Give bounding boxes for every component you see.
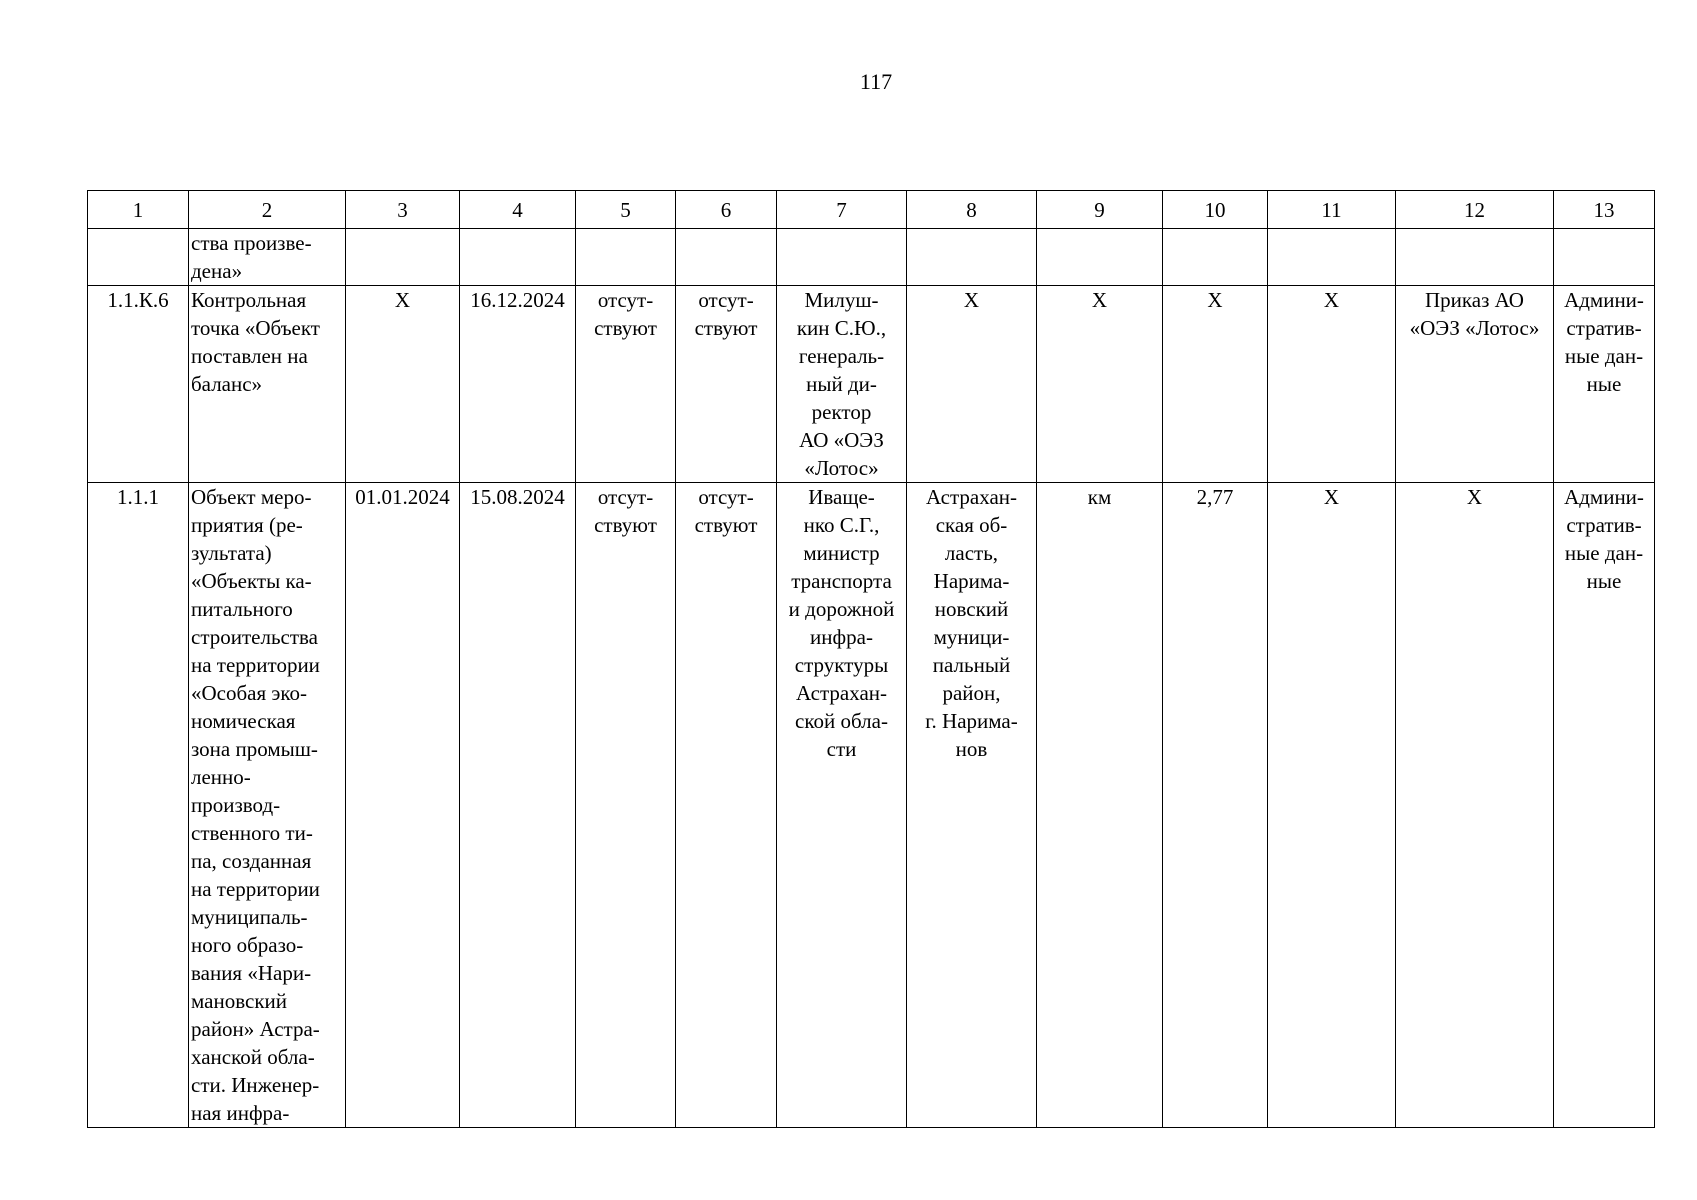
table-cell: 1.1.К.6 (88, 286, 189, 483)
column-header: 11 (1268, 191, 1396, 229)
table-cell (777, 229, 907, 286)
data-table (87, 190, 1655, 1128)
table-cell: Приказ АО «ОЭЗ «Лотос» (1396, 286, 1554, 483)
table-cell (460, 229, 576, 286)
table-cell (1037, 229, 1163, 286)
table-cell (676, 229, 777, 286)
page-number: 117 (859, 69, 893, 94)
column-header: 2 (189, 191, 346, 229)
table-row (88, 483, 1655, 1128)
table-cell (1268, 229, 1396, 286)
table-row (88, 286, 1655, 483)
table-cell: Админи- стратив- ные дан- ные (1554, 483, 1655, 1128)
column-header: 6 (676, 191, 777, 229)
column-header: 9 (1037, 191, 1163, 229)
table-cell: Контрольная точка «Объект поставлен на баланс» (189, 286, 346, 483)
table-cell: 01.01.2024 (346, 483, 460, 1128)
table-cell: Х (346, 286, 460, 483)
table-cell: отсут- ствуют (576, 286, 676, 483)
column-header: 3 (346, 191, 460, 229)
table-cell: отсут- ствуют (576, 483, 676, 1128)
table-cell: Х (1396, 483, 1554, 1128)
column-header: 5 (576, 191, 676, 229)
table-cell (907, 229, 1037, 286)
column-header: 4 (460, 191, 576, 229)
table-row (88, 229, 1655, 286)
table-cell: км (1037, 483, 1163, 1128)
table-cell: 15.08.2024 (460, 483, 576, 1128)
table-cell: Х (1268, 483, 1396, 1128)
column-header: 12 (1396, 191, 1554, 229)
table-cell (346, 229, 460, 286)
column-header: 13 (1554, 191, 1655, 229)
table-cell: Объект меро- приятия (ре- зультата) «Объекты ка- питального строительства на территории «Особая эко- номическая зона промыш- ленно- производ- ственного ти- па, созданная на территории муниципаль- ного образо- вания «Нари- мановский район» Астра- ханской обла- сти. Инженер- ная инфра- (189, 483, 346, 1128)
table-cell: Х (907, 286, 1037, 483)
table-cell (1163, 229, 1268, 286)
table-cell (576, 229, 676, 286)
table-cell: отсут- ствуют (676, 483, 777, 1128)
column-header: 1 (88, 191, 189, 229)
column-header: 7 (777, 191, 907, 229)
table-cell (1554, 229, 1655, 286)
column-number-row (88, 191, 1655, 229)
table-cell: ства произве- дена» (189, 229, 346, 286)
column-header: 8 (907, 191, 1037, 229)
table-cell: Х (1163, 286, 1268, 483)
table-cell (88, 229, 189, 286)
table-cell: Астрахан- ская об- ласть, Нарима- новский муници- пальный район, г. Нарима- нов (907, 483, 1037, 1128)
table-cell: Админи- стратив- ные дан- ные (1554, 286, 1655, 483)
table-cell: Х (1037, 286, 1163, 483)
table-cell (1396, 229, 1554, 286)
table-cell: Х (1268, 286, 1396, 483)
table-cell: Милуш- кин С.Ю., генераль- ный ди- ректор АО «ОЭЗ «Лотос» (777, 286, 907, 483)
table-cell: 16.12.2024 (460, 286, 576, 483)
column-header: 10 (1163, 191, 1268, 229)
table-cell: 1.1.1 (88, 483, 189, 1128)
table-cell: Иваще- нко С.Г., министр транспорта и дорожной инфра- структуры Астрахан- ской обла- сти (777, 483, 907, 1128)
table-cell: отсут- ствуют (676, 286, 777, 483)
table-cell: 2,77 (1163, 483, 1268, 1128)
